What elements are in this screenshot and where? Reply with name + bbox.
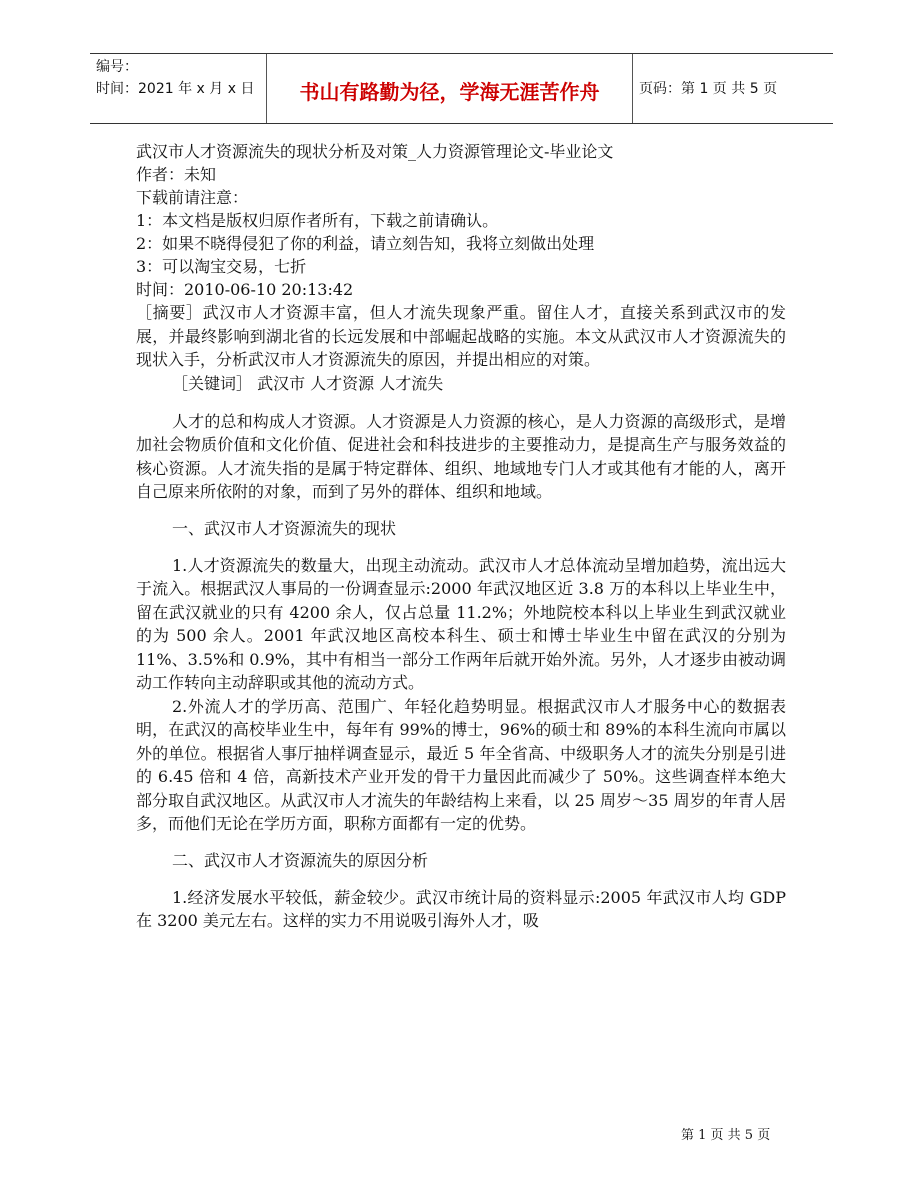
header-info-cell — [90, 54, 266, 123]
notice-item-1: 1：本文档是版权归原作者所有，下载之前请确认。 — [136, 211, 499, 230]
document-body — [136, 140, 786, 933]
document-author: 作者：未知 — [136, 165, 217, 184]
document-title: 武汉市人才资源流失的现状分析及对策_人力资源管理论文-毕业论文 — [136, 142, 614, 161]
intro-paragraph: 人才的总和构成人才资源。人才资源是人力资源的核心，是人力资源的高级形式，是增加社会物质价值和文化价值、促进社会和科技进步的主要推动力，是提高生产与服务效益的核心资源。人才流失指的是属于特定群体、组织、地域地专门人才或其他有才能的人，离开自己原来所依附的对象，而到了另外的群体、组织和地域。 — [136, 411, 786, 501]
section-heading-2: 二、武汉市人才资源流失的原因分析 — [172, 850, 429, 870]
header-page-cell — [631, 54, 833, 123]
header-slogan-cell — [266, 54, 633, 123]
section1-paragraph-2: 2.外流人才的学历高、范围广、年轻化趋势明显。根据武汉市人才服务中心的数据表明，在武汉的高校毕业生中，每年有 99%的博士，96%的硕士和 89%的本科生流向市属以外的单位。根据省人事厅抽样调查显示，最近 5 年全省高、中级职务人才的流失分别是引进的 6.45 倍和 4 倍，高新技术产业开发的骨干力量因此而减少了 50%。这些调查样本绝大部分取自武汉地区。从武汉市人才流失的年龄结构上来看，以 25 周岁～35 周岁的年青人居多，而他们无论在学历方面，职称方面都有一定的优势。 — [136, 696, 786, 833]
header-page-label: 页码：第 1 页 共 5 页 — [639, 81, 778, 97]
header-time-label: 时间：2021 年 x 月 x 日 — [96, 81, 255, 97]
notice-item-2: 2：如果不晓得侵犯了你的利益，请立刻告知，我将立刻做出处理 — [136, 234, 595, 253]
section-heading-1: 一、武汉市人才资源流失的现状 — [172, 518, 397, 538]
abstract-paragraph: ［摘要］武汉市人才资源丰富，但人才流失现象严重。留住人才，直接关系到武汉市的发展，并最终影响到湖北省的长远发展和中部崛起战略的实施。本文从武汉市人才资源流失的现状入手，分析武汉市人才资源流失的原因，并提出相应的对策。 — [136, 303, 786, 369]
section2-paragraph-1: 1.经济发展水平较低，薪金较少。武汉市统计局的资料显示:2005 年武汉市人均 GDP 在 3200 美元左右。这样的实力不用说吸引海外人才，吸 — [136, 887, 786, 930]
page-footer: 第 1 页 共 5 页 — [681, 1128, 771, 1143]
page-header — [90, 53, 833, 124]
header-slogan: 书山有路勤为径，学海无涯苦作舟 — [299, 80, 600, 104]
keywords-line: ［关键词］ 武汉市 人才资源 人才流失 — [172, 373, 444, 393]
header-number-label: 编号： — [96, 59, 138, 75]
notice-item-3: 3：可以淘宝交易，七折 — [136, 257, 307, 276]
notice-title: 下载前请注意： — [136, 188, 249, 207]
document-time: 时间：2010-06-10 20:13:42 — [136, 280, 354, 299]
section1-paragraph-1: 1.人才资源流失的数量大，出现主动流动。武汉市人才总体流动呈增加趋势，流出远大于流入。根据武汉人事局的一份调查显示:2000 年武汉地区近 3.8 万的本科以上毕业生中，留在武汉就业的只有 4200 余人，仅占总量 11.2%；外地院校本科以上毕业生到武汉就业的为 500 余人。2001 年武汉地区高校本科生、硕士和博士毕业生中留在武汉的分别为 11%、3.5%和 0.9%，其中有相当一部分工作两年后就开始外流。另外，人才逐步由被动调动工作转向主动辞职或其他的流动方式。 — [136, 555, 786, 692]
